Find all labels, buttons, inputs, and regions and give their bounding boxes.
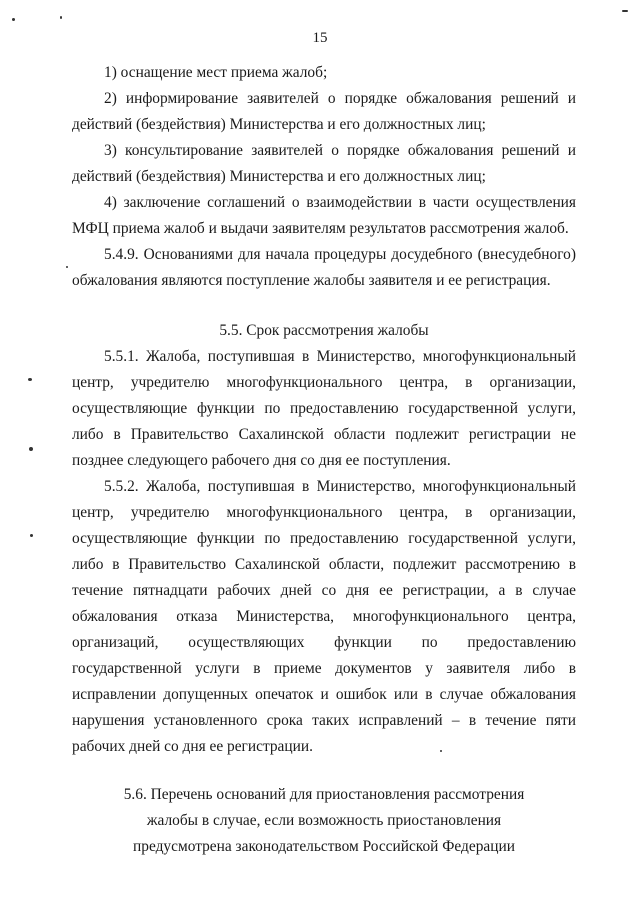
list-item-1: 1) оснащение мест приема жалоб;	[104, 64, 328, 81]
paragraph-5-4-9: 5.4.9. Основаниями для начала процедуры досудебного (внесудебного) обжалования являются поступление жалобы заявителя и ее регистрация.	[72, 246, 576, 289]
heading-line: 5.6. Перечень оснований для приостановления рассмотрения	[123, 786, 525, 803]
list-item-4: 4) заключение соглашений о взаимодействии в части осуществления МФЦ приема жалоб и выдачи заявителям результатов рассмотрения жалоб.	[72, 194, 576, 237]
heading-line: предусмотрена законодательством Российской Федерации	[133, 838, 515, 855]
document-body	[72, 60, 576, 860]
heading-line: жалобы в случае, если возможность приостановления	[146, 812, 502, 829]
paragraph-5-5-1: 5.5.1. Жалоба, поступившая в Министерство, многофункциональный центр, учредителю многофункционального центра, в организации, осуществляющие функции по предоставлению государственной услуги, либо в Правительство Сахалинской области подлежит регистрации не позднее следующего рабочего дня со дня ее поступления.	[72, 348, 576, 469]
list-item-3: 3) консультирование заявителей о порядке обжалования решений и действий (бездействия) Министерства и его должностных лиц;	[72, 142, 576, 185]
section-heading-5-6	[72, 782, 576, 860]
paragraph-5-5-2: 5.5.2. Жалоба, поступившая в Министерство, многофункциональный центр, учредителю многофункционального центра, в организации, осуществляющие функции по предоставлению государственной услуги, либо в Правительство Сахалинской области, подлежит рассмотрению в течение пятнадцати рабочих дней со дня ее регистрации, а в случае обжалования отказа Министерства, многофункционального центра, организаций, осуществляющих функции по предоставлению государственной услуги в приеме документов у заявителя либо в исправлении допущенных опечаток и ошибок или в случае обжалования нарушения установленного срока таких исправлений – в течение пяти рабочих дней со дня ее регистрации.	[72, 478, 576, 755]
section-heading-5-5: 5.5. Срок рассмотрения жалобы	[219, 322, 429, 339]
list-item-2: 2) информирование заявителей о порядке обжалования решений и действий (бездействия) Министерства и его должностных лиц;	[72, 90, 576, 133]
page-number: 15	[312, 30, 328, 46]
